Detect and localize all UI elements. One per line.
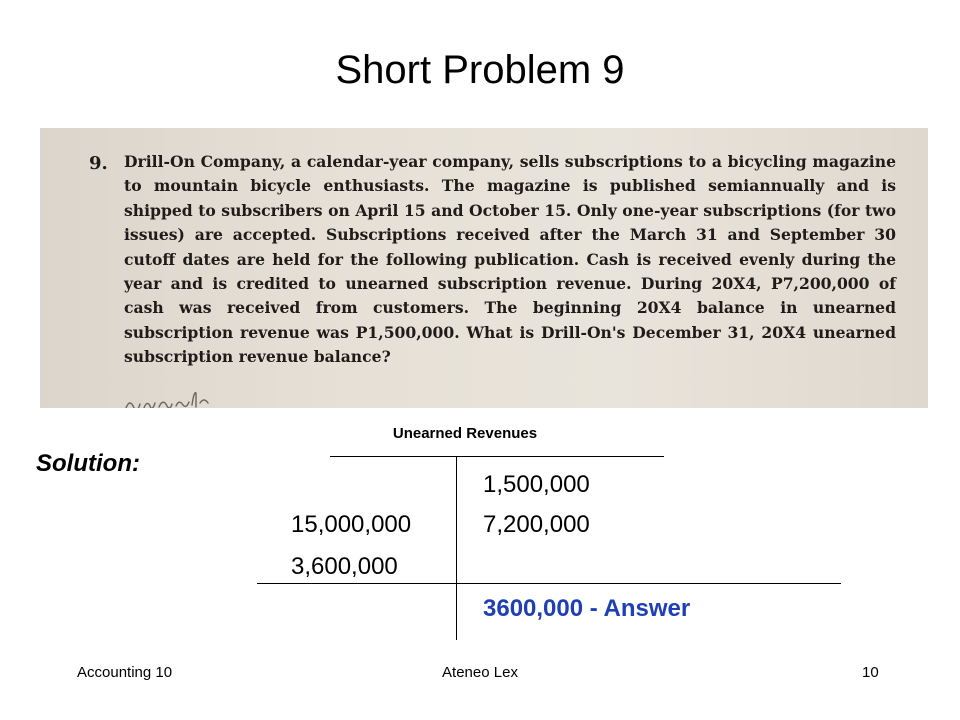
problem-scan-image (40, 128, 928, 408)
footer-page-number: 10 (862, 664, 879, 681)
credit-cash-received: 7,200,000 (483, 511, 590, 538)
ledger-account-title: Unearned Revenues (392, 425, 538, 442)
problem-number: 9. (89, 153, 108, 174)
debit-revenue-earned: 15,000,000 (291, 511, 412, 538)
footer-course: Accounting 10 (77, 664, 173, 681)
answer-value: 3600,000 - Answer (483, 595, 691, 622)
problem-text: Drill-On Company, a calendar-year company, sells subscriptions to a bicycling magazine to mountain bicycle enthusiasts. The magazine is published semiannually and is shipped to subscribers on April 15 and October 15. Only one-year subscriptions (for two issues) are accepted. Subscriptions received after the March 31 and September 30 cutoff dates are held for the following publication. Cash is received evenly during the year and is credited to unearned subscription revenue. During 20X4, P7,200,000 of cash was received from customers. The beginning 20X4 balance in unearned subscription revenue was P1,500,000. What is Drill-On's December 31, 20X4 unearned subscription revenue balance? (124, 152, 896, 367)
debit-balance: 3,600,000 (291, 553, 398, 580)
credit-beginning-balance: 1,500,000 (483, 471, 590, 498)
slide-title: Short Problem 9 (335, 48, 625, 92)
t-account-top-line (330, 456, 664, 457)
handwritten-note-icon (124, 386, 254, 408)
footer-school: Ateneo Lex (442, 664, 518, 681)
t-account-total-line (257, 583, 841, 584)
t-account-divider (456, 456, 457, 640)
solution-label: Solution: (36, 450, 140, 477)
